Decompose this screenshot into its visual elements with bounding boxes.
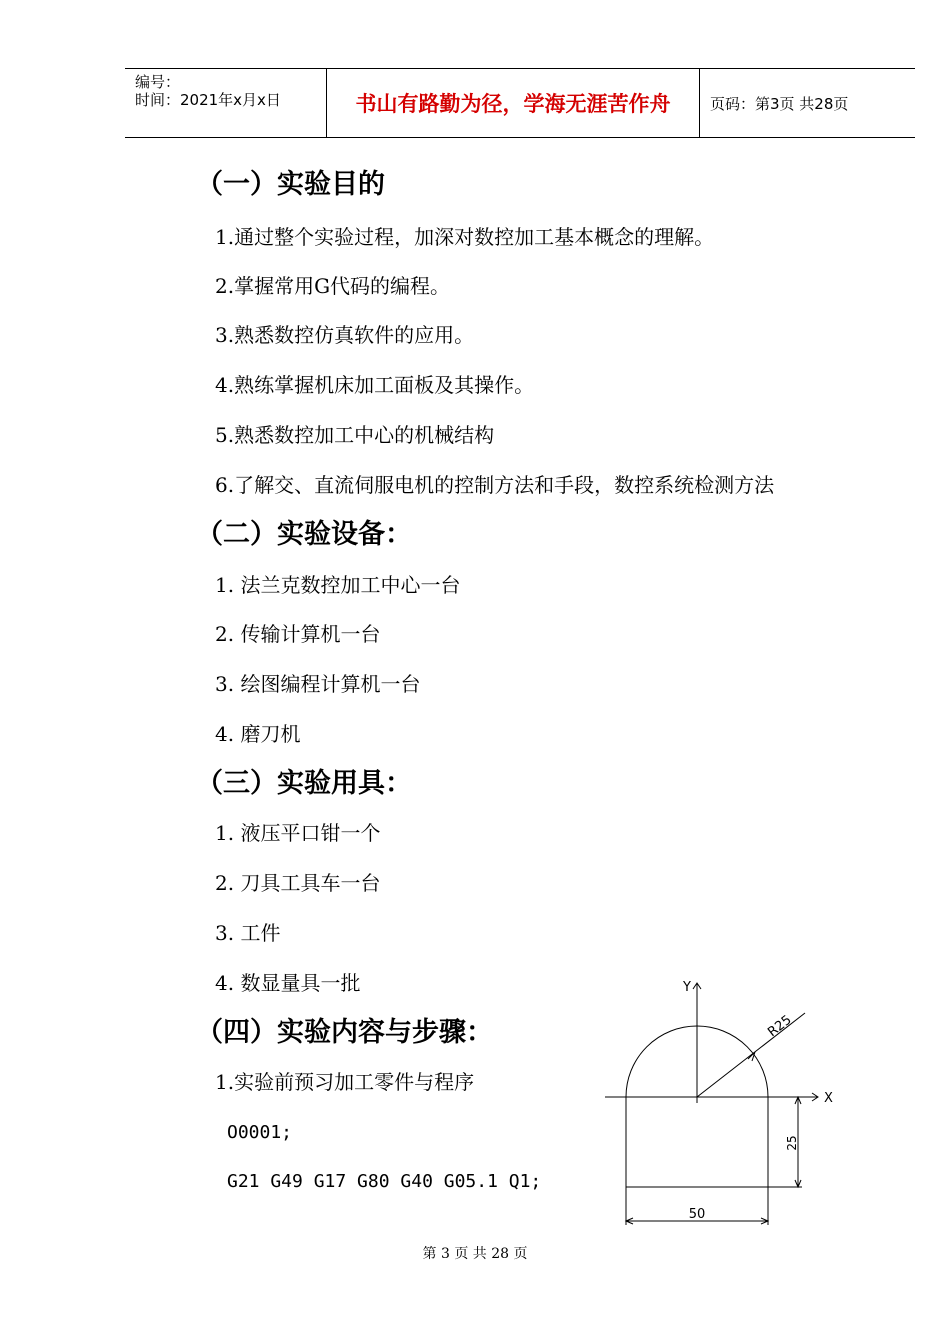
time-label: 时间：2021年x月x日 <box>135 91 281 109</box>
number-label: 编号： <box>135 73 181 91</box>
section-title-tools: （三）实验用具： <box>196 768 412 799</box>
list-item: 2. 传输计算机一台 <box>215 622 381 646</box>
footer-suffix: 页 <box>513 1246 528 1262</box>
height-label: 25 <box>785 1135 799 1151</box>
footer-mid: 页 共 <box>454 1246 487 1262</box>
list-item: 1. 液压平口钳一个 <box>215 821 381 845</box>
part-drawing <box>600 975 840 1230</box>
footer-prefix: 第 <box>422 1246 437 1262</box>
page-header <box>125 68 915 138</box>
list-item: 3. 工件 <box>215 921 281 945</box>
list-item: 2.掌握常用G代码的编程。 <box>215 274 451 298</box>
footer-total-pages: 28 <box>491 1246 510 1262</box>
list-item: 1.实验前预习加工零件与程序 <box>215 1070 475 1094</box>
program-line: O0001; <box>227 1122 293 1143</box>
x-axis-label: X <box>824 1091 833 1106</box>
list-item: 4.熟练掌握机床加工面板及其操作。 <box>215 373 535 397</box>
header-motto-cell <box>327 69 700 137</box>
header-page-cell <box>700 69 915 137</box>
footer-page-number: 3 <box>440 1246 450 1262</box>
section-title-purpose: （一）实验目的 <box>196 169 385 200</box>
motto-text: 书山有路勤为径，学海无涯苦作舟 <box>355 92 671 116</box>
y-axis-label: Y <box>683 980 691 995</box>
section-title-procedure: （四）实验内容与步骤： <box>196 1017 493 1048</box>
list-item: 6.了解交、直流伺服电机的控制方法和手段，数控系统检测方法 <box>215 473 775 497</box>
page-label: 页码：第3页 共28页 <box>710 95 849 113</box>
list-item: 3. 绘图编程计算机一台 <box>215 672 421 696</box>
section-title-equipment: （二）实验设备： <box>196 519 412 550</box>
width-label: 50 <box>688 1207 706 1222</box>
list-item: 2. 刀具工具车一台 <box>215 871 381 895</box>
header-info-cell <box>125 69 327 137</box>
radius-label: R25 <box>765 1012 795 1041</box>
list-item: 4. 数显量具一批 <box>215 971 361 995</box>
list-item: 3.熟悉数控仿真软件的应用。 <box>215 323 475 347</box>
page-footer <box>0 1245 950 1263</box>
list-item: 1.通过整个实验过程，加深对数控加工基本概念的理解。 <box>215 225 715 249</box>
program-line: G21 G49 G17 G80 G40 G05.1 Q1; <box>227 1171 542 1192</box>
list-item: 1. 法兰克数控加工中心一台 <box>215 573 461 597</box>
list-item: 5.熟悉数控加工中心的机械结构 <box>215 423 495 447</box>
list-item: 4. 磨刀机 <box>215 722 301 746</box>
